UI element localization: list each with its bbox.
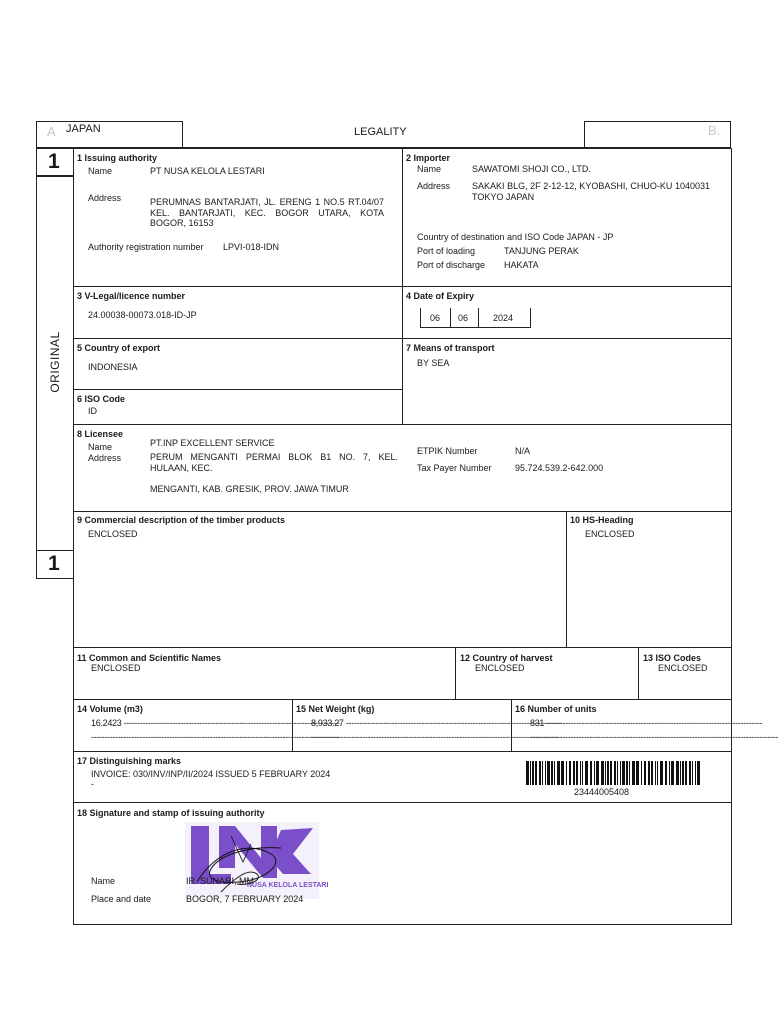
f16-line1: 831 --------------------------------------------------------------------------------: [530, 718, 763, 728]
barcode-bar: [585, 761, 588, 785]
f4-month: 06: [458, 313, 469, 323]
barcode-bar: [561, 761, 564, 785]
barcode-bar: [695, 761, 696, 785]
barcode-bar: [660, 761, 663, 785]
f12-value: ENCLOSED: [475, 663, 525, 673]
f8-etpik-label: ETPIK Number: [417, 446, 478, 456]
f16-line2: --------------------------------------------------------------------------------------------: [530, 732, 778, 742]
barcode-bar: [697, 761, 700, 785]
barcode-bar: [535, 761, 537, 785]
f15-title: 15 Net Weight (kg): [296, 704, 375, 714]
f8-address-label: Address: [88, 453, 122, 463]
f1-reg: LPVI-018-IDN: [223, 242, 280, 252]
f2-destination: Country of destination and ISO Code JAPAN - JP: [417, 232, 614, 242]
row-line: [73, 802, 732, 803]
f15-line1: 8,933.27 --------------------------------------------------------------------------------: [311, 718, 562, 728]
barcode-bar: [580, 761, 581, 785]
row-line: [73, 751, 732, 752]
f2-discharge-label: Port of discharge: [417, 260, 486, 270]
row-line: [73, 424, 732, 425]
barcode-bar: [676, 761, 679, 785]
f1-reg-label: Authority registration number: [88, 242, 204, 252]
f2-address-label: Address: [417, 181, 451, 191]
barcode-bar: [657, 761, 658, 785]
date-divider: [420, 308, 421, 328]
barcode-bar: [626, 761, 628, 785]
f18-name: IR. SUNARI, MM: [186, 876, 255, 886]
date-divider: [478, 308, 479, 328]
f5-title: 5 Country of export: [77, 343, 161, 353]
f14-line1: 16.2423 --------------------------------------------------------------------------------: [91, 718, 340, 728]
f3-title: 3 V-Legal/licence number: [77, 291, 186, 301]
date-divider: [450, 308, 451, 328]
f3-value: 24.00038-00073.018-ID-JP: [88, 310, 197, 320]
barcode-bar: [680, 761, 681, 785]
f7-title: 7 Means of transport: [406, 343, 495, 353]
row-line: [73, 647, 732, 648]
f18-place-label: Place and date: [91, 894, 152, 904]
f8-etpik: N/A: [515, 446, 531, 456]
issuer-stamp-logo: [185, 822, 329, 899]
f10-title: 10 HS-Heading: [570, 515, 634, 525]
barcode-bar: [569, 761, 571, 785]
barcode-bar: [573, 761, 575, 785]
barcode-bar: [607, 761, 609, 785]
f15-line2: --------------------------------------------------------------------------------------------: [311, 732, 560, 742]
barcode-bar: [629, 761, 630, 785]
barcode-bar: [557, 761, 560, 785]
barcode-bar: [620, 761, 621, 785]
col-line: [402, 148, 403, 424]
f18-name-label: Name: [91, 876, 116, 886]
row-line: [73, 699, 732, 700]
f2-loading-label: Port of loading: [417, 246, 476, 256]
barcode-bar: [614, 761, 616, 785]
f4-title: 4 Date of Expiry: [406, 291, 475, 301]
date-divider: [530, 308, 531, 328]
f4-day: 06: [430, 313, 441, 323]
f7-value: BY SEA: [417, 358, 450, 368]
f6-title: 6 ISO Code: [77, 394, 126, 404]
f2-address: SAKAKI BLG, 2F 2-12-12, KYOBASHI, CHUO-KU 1040031 TOKYO JAPAN: [472, 181, 710, 202]
f4-year: 2024: [493, 313, 514, 323]
stamp-text: NUSA KELOLA LESTARI: [247, 882, 329, 889]
barcode-bar: [651, 761, 653, 785]
f8-name: PT.INP EXCELLENT SERVICE: [150, 438, 275, 448]
barcode-bar: [576, 761, 578, 785]
header-a-letter: A: [47, 124, 56, 139]
copy-label: ORIGINAL: [48, 331, 63, 393]
f11-value: ENCLOSED: [91, 663, 141, 673]
barcode-bar: [682, 761, 684, 785]
barcode-bar: [596, 761, 599, 785]
barcode-bar: [622, 761, 625, 785]
barcode-bar: [542, 761, 543, 785]
col-line: [566, 511, 567, 647]
f8-address: PERUM MENGANTI PERMAI BLOK B1 NO. 7, KEL. HULAAN, KEC.: [150, 452, 398, 473]
barcode-bar: [554, 761, 555, 785]
f2-name: SAWATOMI SHOJI CO., LTD.: [472, 164, 591, 174]
f6-value: ID: [88, 406, 97, 416]
barcode-bar: [547, 761, 550, 785]
col-line: [638, 647, 639, 699]
f2-title: 2 Importer: [406, 153, 451, 163]
f9-title: 9 Commercial description of the timber products: [77, 515, 286, 525]
f2-discharge: HAKATA: [504, 260, 539, 270]
date-underline: [420, 327, 530, 328]
f1-title: 1 Issuing authority: [77, 153, 158, 163]
barcode-bar: [644, 761, 646, 785]
f2-loading: TANJUNG PERAK: [504, 246, 579, 256]
barcode-bar: [605, 761, 606, 785]
barcode-bar: [539, 761, 541, 785]
side-number-bottom: 1: [48, 552, 60, 575]
barcode-bar: [669, 761, 670, 785]
header-title: LEGALITY: [354, 126, 407, 138]
barcode-bar: [655, 761, 656, 785]
f17-title: 17 Distinguishing marks: [77, 756, 182, 766]
barcode-bar: [610, 761, 612, 785]
f2-name-label: Name: [417, 164, 442, 174]
barcode-bar: [526, 761, 529, 785]
row-line: [73, 511, 732, 512]
barcode-bar: [617, 761, 618, 785]
f8-name-label: Name: [88, 442, 113, 452]
f11-title: 11 Common and Scientific Names: [77, 653, 222, 663]
barcode-bar: [594, 761, 595, 785]
barcode-bar: [692, 761, 693, 785]
barcode-bar: [530, 761, 531, 785]
f8-address-line2: MENGANTI, KAB. GRESIK, PROV. JAWA TIMUR: [150, 484, 349, 494]
barcode-bar: [590, 761, 592, 785]
barcode: [524, 761, 704, 787]
side-number-top: 1: [48, 150, 60, 173]
f1-name: PT NUSA KELOLA LESTARI: [150, 166, 265, 176]
f17-invoice-line2: -: [91, 779, 94, 789]
f1-address: PERUMNAS BANTARJATI, JL. ERENG 1 NO.5 RT.04/07 KEL. BANTARJATI, KEC. BOGOR UTARA, KOTA BOGOR, 16153: [150, 197, 384, 229]
barcode-bar: [632, 761, 635, 785]
f13-value: ENCLOSED: [658, 663, 708, 673]
barcode-bar: [685, 761, 687, 785]
barcode-number: 23444005408: [574, 787, 630, 797]
barcode-bar: [665, 761, 667, 785]
f18-title: 18 Signature and stamp of issuing authority: [77, 808, 265, 818]
barcode-bar: [582, 761, 583, 785]
col-line: [455, 647, 456, 699]
f8-tax-label: Tax Payer Number: [417, 463, 492, 473]
barcode-bar: [671, 761, 674, 785]
f16-title: 16 Number of units: [515, 704, 597, 714]
header-country: JAPAN: [66, 123, 101, 135]
f17-invoice: INVOICE: 030/INV/INP/II/2024 ISSUED 5 FEBRUARY 2024: [91, 769, 331, 779]
f18-place: BOGOR, 7 FEBRUARY 2024: [186, 894, 304, 904]
barcode-bar: [566, 761, 567, 785]
f14-line2: --------------------------------------------------------------------------------------------: [91, 732, 340, 742]
barcode-bar: [689, 761, 691, 785]
row-line: [73, 389, 403, 390]
barcode-bar: [601, 761, 604, 785]
barcode-bar: [641, 761, 642, 785]
f14-title: 14 Volume (m3): [77, 704, 143, 714]
f12-title: 12 Country of harvest: [460, 653, 553, 663]
header-b-letter: B.: [708, 123, 721, 138]
f8-title: 8 Licensee: [77, 429, 124, 439]
f9-value: ENCLOSED: [88, 529, 138, 539]
barcode-bar: [532, 761, 534, 785]
barcode-bar: [648, 761, 650, 785]
f10-value: ENCLOSED: [585, 529, 635, 539]
f1-name-label: Name: [88, 166, 113, 176]
f1-address-label: Address: [88, 193, 122, 203]
barcode-bar: [636, 761, 639, 785]
barcode-bar: [545, 761, 546, 785]
header-country-box: [36, 121, 183, 148]
f13-title: 13 ISO Codes: [643, 653, 702, 663]
f5-value: INDONESIA: [88, 362, 138, 372]
f8-tax: 95.724.539.2-642.000: [515, 463, 604, 473]
barcode-bar: [551, 761, 553, 785]
